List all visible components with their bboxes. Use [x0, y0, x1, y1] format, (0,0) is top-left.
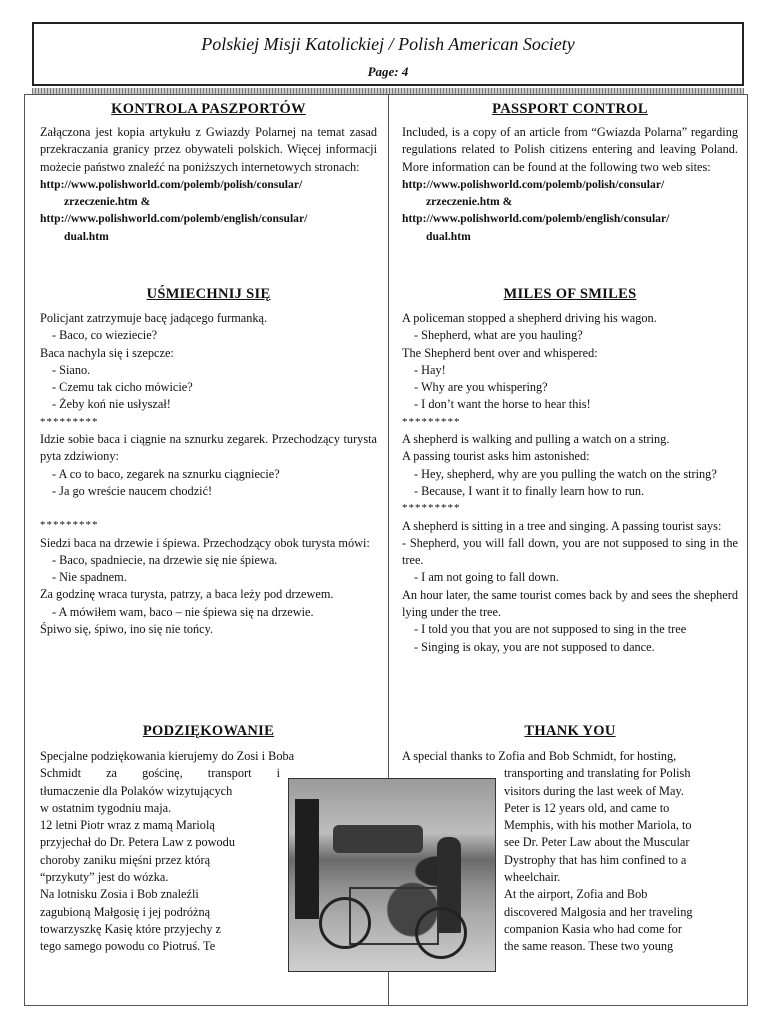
joke-line: - A mówiłem wam, baco – nie śpiewa się na drzewie. — [52, 604, 314, 619]
link-url[interactable]: http://www.polishworld.com/polemb/polish/consular/ — [402, 177, 665, 191]
link-url[interactable]: http://www.polishworld.com/polemb/english/consular/ — [402, 212, 670, 226]
link-url[interactable]: zrzeczenie.htm & — [64, 195, 151, 209]
joke-line: Za godzinę wraca turysta, patrzy, a baca leży pod drzewem. — [40, 587, 334, 602]
joke-line: - Singing is okay, you are not supposed to dance. — [414, 639, 655, 654]
joke-line: - Żeby koń nie usłyszał! — [52, 397, 171, 412]
link-url[interactable]: zrzeczenie.htm & — [426, 195, 513, 209]
thanks-line: Specjalne podziękowania kierujemy do Zosi i Boba — [40, 749, 295, 763]
joke-line: - I don’t want the horse to hear this! — [414, 397, 591, 412]
passport-body: Included, is a copy of an article from “Gwiazda Polarna” regarding regulations related to Polish citizens entering and leaving Poland. More information can be found at the following two web sites: — [402, 125, 738, 174]
thanks-line: tłumaczenie dla Polaków wizytujących — [40, 783, 233, 798]
photo-wheel — [319, 897, 371, 949]
thanks-line: A special thanks to Zofia and Bob Schmidt, for hosting, — [402, 749, 677, 763]
joke-line: Śpiwo się, śpiwo, ino się nie tońcy. — [40, 622, 214, 637]
smiles-section-pl — [40, 285, 377, 638]
separator: ********* — [40, 519, 99, 532]
smiles-section-en — [402, 285, 738, 656]
thanks-line: At the airport, Zofia and Bob — [504, 887, 648, 902]
joke-line: - A co to baco, zegarek na sznurku ciągniecie? — [52, 466, 280, 481]
link-url[interactable]: http://www.polishworld.com/polemb/english/consular/ — [40, 212, 308, 226]
thanks-line: Memphis, with his mother Mariola, to — [504, 818, 692, 833]
thanks-line: see Dr. Peter Law about the Muscular — [504, 835, 690, 850]
joke-line: - Baco, spadniecie, na drzewie się nie śpiewa. — [52, 552, 278, 567]
joke-line: - Hay! — [414, 362, 446, 377]
joke-line: - Why are you whispering? — [414, 380, 548, 395]
photo-wheel — [415, 907, 467, 959]
passport-section-pl — [40, 100, 377, 245]
joke-line: - I told you that you are not supposed to sing in the tree — [414, 622, 687, 637]
section-title: MILES OF SMILES — [503, 286, 637, 302]
joke-line: - I am not going to fall down. — [414, 570, 559, 585]
joke-line: An hour later, the same tourist comes back by and sees the shepherd lying under the tree. — [402, 587, 738, 620]
joke-line: The Shepherd bent over and whispered: — [402, 345, 598, 360]
joke-line: Policjant zatrzymuje bacę jadącego furmanką. — [40, 311, 268, 325]
thanks-line: discovered Malgosia and her traveling — [504, 904, 693, 919]
thanks-line: zagubioną Małgosię i jej podróżną — [40, 904, 211, 919]
section-title: UŚMIECHNIJ SIĘ — [146, 286, 271, 302]
separator: ********* — [402, 502, 461, 515]
joke-line: - Shepherd, what are you hauling? — [414, 328, 583, 343]
section-title: KONTROLA PASZPORTÓW — [111, 101, 306, 117]
thanks-line: wheelchair. — [504, 870, 561, 885]
link-url[interactable]: dual.htm — [64, 229, 109, 243]
joke-line: A policeman stopped a shepherd driving his wagon. — [402, 311, 657, 325]
joke-line: A passing tourist asks him astonished: — [402, 449, 590, 464]
joke-line: Baca nachyla się i szepcze: — [40, 345, 174, 360]
separator: ********* — [402, 415, 461, 428]
section-title: THANK YOU — [524, 723, 616, 739]
joke-line: - Ja go wreście naucem chodzić! — [52, 483, 213, 498]
thanks-line: companion Kasia who had come for — [504, 921, 682, 936]
link-url[interactable]: dual.htm — [426, 229, 471, 243]
link-url[interactable]: http://www.polishworld.com/polemb/polish/consular/ — [40, 177, 303, 191]
joke-line: Siedzi baca na drzewie i śpiewa. Przechodzący obok turysta mówi: — [40, 535, 370, 550]
newsletter-title: Polskiej Misji Katolickiej / Polish American Society — [201, 34, 575, 54]
joke-line: - Baco, co wieziecie? — [52, 328, 158, 343]
joke-line: - Siano. — [52, 362, 91, 377]
thanks-line: Peter is 12 years old, and came to — [504, 800, 670, 815]
thanks-line: Schmidt za gościnę, transport i — [40, 766, 280, 781]
thanks-line: Na lotnisku Zosia i Bob znaleźli — [40, 887, 199, 902]
separator: ********* — [40, 415, 99, 428]
joke-line: - Hey, shepherd, why are you pulling the watch on the string? — [414, 466, 717, 481]
thanks-line: tego samego powodu co Piotruś. Te — [40, 939, 216, 954]
thanks-line: visitors during the last week of May. — [504, 783, 684, 798]
passport-section-en — [402, 100, 738, 245]
thanks-line: the same reason. These two young — [504, 939, 674, 954]
thanks-line: choroby zaniku mięśni przez którą — [40, 852, 211, 867]
passport-body: Załączona jest kopia artykułu z Gwiazdy Polarnej na temat zasad przekraczania granicy przez obywateli polskich. Więcej informacji możecie państwo znaleźć na poniższych internetowych stronach: — [40, 125, 377, 174]
joke-line: - Because, I want it to finally learn how to run. — [414, 483, 645, 498]
joke-line: A shepherd is sitting in a tree and singing. A passing tourist says: — [402, 518, 722, 533]
joke-line: A shepherd is walking and pulling a watch on a string. — [402, 432, 670, 447]
joke-line: - Shepherd, you will fall down, you are not supposed to sing in the tree. — [402, 535, 738, 568]
newsletter-header — [32, 22, 744, 86]
joke-line: - Czemu tak cicho mówicie? — [52, 380, 193, 395]
photo-car — [333, 825, 423, 853]
thanks-line: 12 letni Piotr wraz z mamą Mariolą — [40, 818, 215, 833]
thanks-line: towarzyszkę Kasię które przyjechy z — [40, 921, 221, 936]
photo-pillar — [295, 799, 319, 919]
section-title: PASSPORT CONTROL — [492, 101, 648, 117]
joke-line: Idzie sobie baca i ciągnie na sznurku zegarek. Przechodzący turysta pyta zdziwiony: — [40, 432, 377, 464]
thanks-line: “przykuty” jest do wózka. — [40, 870, 169, 885]
thanks-line: w ostatnim tygodniu maja. — [40, 800, 172, 815]
visitors-photo — [288, 778, 496, 972]
thanks-line: przyjechał do Dr. Petera Law z powodu — [40, 835, 235, 850]
joke-line: - Nie spadnem. — [52, 570, 127, 585]
thanks-line: Dystrophy that has him confined to a — [504, 852, 687, 867]
page-number: Page: 4 — [367, 64, 409, 79]
section-title: PODZIĘKOWANIE — [142, 723, 275, 739]
thanks-line: transporting and translating for Polish — [504, 766, 691, 781]
